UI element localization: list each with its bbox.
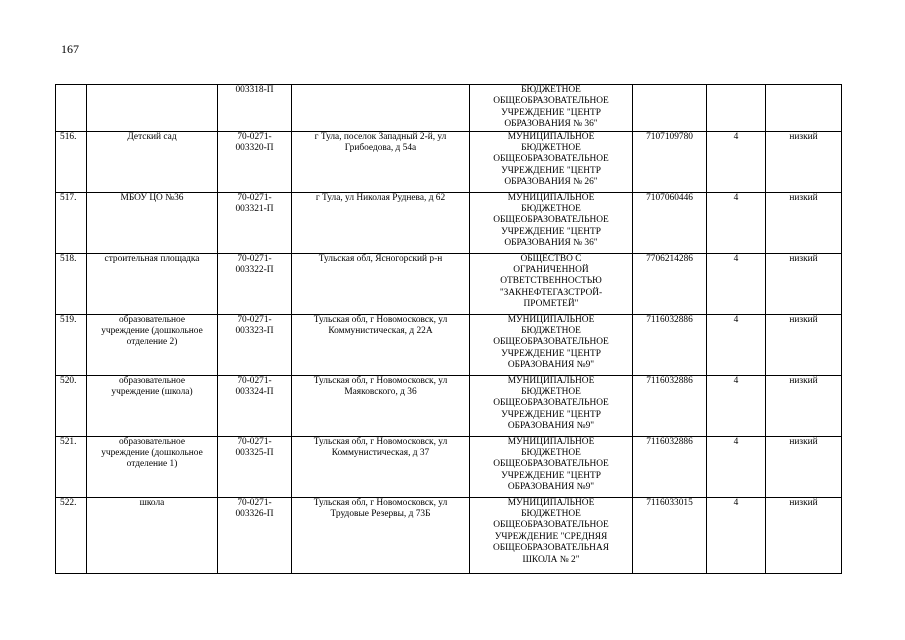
risk-level: низкий [766,253,842,314]
category: 4 [707,436,766,497]
inn: 7107060446 [633,192,707,253]
object-address: Тульская обл, г Новомосковск, ул Коммунистическая, д 37 [292,436,470,497]
category: 4 [707,192,766,253]
risk-level: низкий [766,192,842,253]
table-row [56,85,842,132]
table-row [56,497,842,573]
object-address: Тульская обл, г Новомосковск, ул Трудовые Резервы, д 73Б [292,497,470,573]
row-number: 519. [56,314,87,375]
row-number: 517. [56,192,87,253]
inn: 7107109780 [633,131,707,192]
category: 4 [707,314,766,375]
object-name [87,85,218,132]
table-row [56,131,842,192]
risk-level: низкий [766,436,842,497]
row-number: 518. [56,253,87,314]
object-name: школа [87,497,218,573]
organization-name: БЮДЖЕТНОЕ ОБЩЕОБРАЗОВАТЕЛЬНОЕ УЧРЕЖДЕНИЕ "ЦЕНТР ОБРАЗОВАНИЯ № 36" [470,85,633,132]
registration-code: 70-0271- 003325-П [218,436,292,497]
table-row [56,253,842,314]
object-name: образовательное учреждение (дошкольное отделение 2) [87,314,218,375]
registration-code: 70-0271- 003324-П [218,375,292,436]
category: 4 [707,253,766,314]
object-name: строительная площадка [87,253,218,314]
object-address: г Тула, поселок Западный 2-й, ул Грибоедова, д 54а [292,131,470,192]
row-number: 522. [56,497,87,573]
table-row [56,314,842,375]
registration-code: 003318-П [218,85,292,132]
inn: 7116032886 [633,314,707,375]
row-number [56,85,87,132]
object-address: Тульская обл, г Новомосковск, ул Маяковского, д 36 [292,375,470,436]
table-row [56,192,842,253]
object-name: образовательное учреждение (дошкольное отделение 1) [87,436,218,497]
inn [633,85,707,132]
organization-name: МУНИЦИПАЛЬНОЕ БЮДЖЕТНОЕ ОБЩЕОБРАЗОВАТЕЛЬНОЕ УЧРЕЖДЕНИЕ "ЦЕНТР ОБРАЗОВАНИЯ № 36" [470,192,633,253]
category: 4 [707,131,766,192]
object-address [292,85,470,132]
category: 4 [707,497,766,573]
category: 4 [707,375,766,436]
inn: 7116032886 [633,436,707,497]
organization-name: МУНИЦИПАЛЬНОЕ БЮДЖЕТНОЕ ОБЩЕОБРАЗОВАТЕЛЬНОЕ УЧРЕЖДЕНИЕ "СРЕДНЯЯ ОБЩЕОБРАЗОВАТЕЛЬНАЯ ШКОЛА № 2" [470,497,633,573]
organization-name: МУНИЦИПАЛЬНОЕ БЮДЖЕТНОЕ ОБЩЕОБРАЗОВАТЕЛЬНОЕ УЧРЕЖДЕНИЕ "ЦЕНТР ОБРАЗОВАНИЯ №9" [470,375,633,436]
organization-name: МУНИЦИПАЛЬНОЕ БЮДЖЕТНОЕ ОБЩЕОБРАЗОВАТЕЛЬНОЕ УЧРЕЖДЕНИЕ "ЦЕНТР ОБРАЗОВАНИЯ № 26" [470,131,633,192]
row-number: 521. [56,436,87,497]
object-address: г Тула, ул Николая Руднева, д 62 [292,192,470,253]
inn: 7706214286 [633,253,707,314]
inn: 7116033015 [633,497,707,573]
page-number: 167 [61,42,79,56]
registration-code: 70-0271- 003326-П [218,497,292,573]
row-number: 520. [56,375,87,436]
object-address: Тульская обл, Ясногорский р-н [292,253,470,314]
object-address: Тульская обл, г Новомосковск, ул Коммунистическая, д 22А [292,314,470,375]
risk-level: низкий [766,131,842,192]
registration-code: 70-0271- 003323-П [218,314,292,375]
object-name: Детский сад [87,131,218,192]
organization-name: ОБЩЕСТВО С ОГРАНИЧЕННОЙ ОТВЕТСТВЕННОСТЬЮ "ЗАКНЕФТЕГАЗСТРОЙ- ПРОМЕТЕЙ" [470,253,633,314]
registration-code: 70-0271- 003321-П [218,192,292,253]
organization-name: МУНИЦИПАЛЬНОЕ БЮДЖЕТНОЕ ОБЩЕОБРАЗОВАТЕЛЬНОЕ УЧРЕЖДЕНИЕ "ЦЕНТР ОБРАЗОВАНИЯ №9" [470,436,633,497]
registration-code: 70-0271- 003322-П [218,253,292,314]
category [707,85,766,132]
organization-name: МУНИЦИПАЛЬНОЕ БЮДЖЕТНОЕ ОБЩЕОБРАЗОВАТЕЛЬНОЕ УЧРЕЖДЕНИЕ "ЦЕНТР ОБРАЗОВАНИЯ №9" [470,314,633,375]
risk-level: низкий [766,314,842,375]
risk-level: низкий [766,497,842,573]
row-number: 516. [56,131,87,192]
risk-level [766,85,842,132]
inn: 7116032886 [633,375,707,436]
object-name: образовательное учреждение (школа) [87,375,218,436]
risk-level: низкий [766,375,842,436]
registry-table [55,84,842,574]
registration-code: 70-0271- 003320-П [218,131,292,192]
object-name: МБОУ ЦО №36 [87,192,218,253]
table-row [56,436,842,497]
table-row [56,375,842,436]
